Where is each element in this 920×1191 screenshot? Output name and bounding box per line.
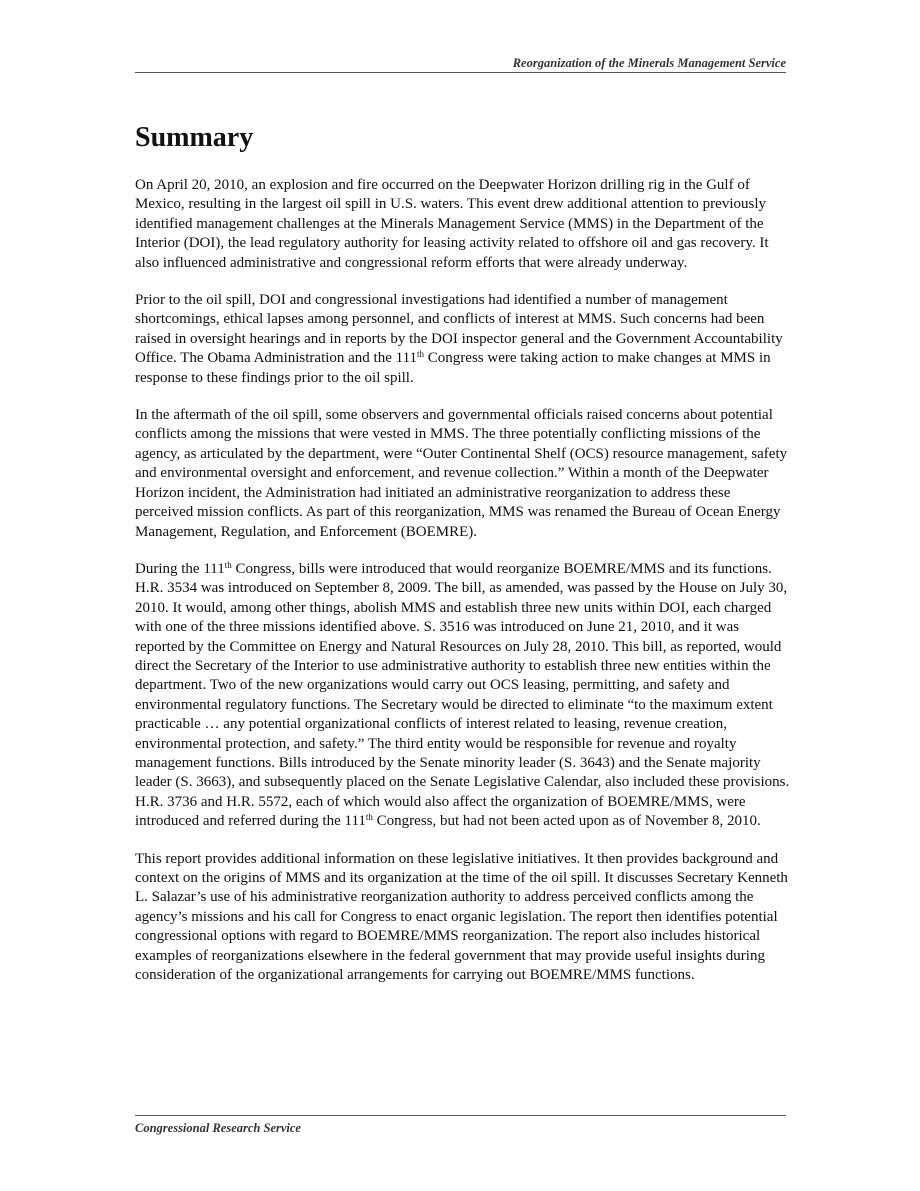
ordinal-superscript: th — [365, 812, 373, 823]
page-title: Summary — [135, 122, 254, 153]
paragraph-5: This report provides additional information on these legislative initiatives. It then provides background and context on the origins of MMS and its organization at the time of the oil spill. It discusses Secretary Kenneth L. Salazar’s use of his administrative reorganization authority to address perceived conflicts among the agency’s missions and his call for Congress to enact organic legislation. The report then identifies potential congressional options with regard to BOEMRE/MMS reorganization. The report also includes historical examples of reorganizations elsewhere in the federal government that may provide useful insights during consideration of the organizational arrangements for carrying out BOEMRE/MMS functions. — [135, 850, 788, 984]
footer-rule — [135, 1115, 786, 1116]
summary-body — [135, 176, 790, 1003]
paragraph-2-text-a: Prior to the oil spill, DOI and congressional investigations had identified a number of management shortcomings, ethical lapses among personnel, and conflicts of interest at MMS. Such concerns had been raised in oversight hearings and in reports by the DOI inspector general and the Government Accountability Office. The Obama Administration and the 111 — [135, 292, 783, 367]
paragraph-4-text-b: Congress, bills were introduced that would reorganize BOEMRE/MMS and its functions. H.R. 3534 was introduced on September 8, 2009. The bill, as amended, was passed by the House on July 30, 2010. It would, among other things, abolish MMS and establish three new units within DOI, each charged with one of the three missions identified above. S. 3516 was introduced on June 21, 2010, and it was reported by the Committee on Energy and Natural Resources on July 28, 2010. This bill, as reported, would direct the Secretary of the Interior to use administrative authority to establish three new entities within the department. Two of the new organizations would carry out OCS leasing, permitting, and safety and environmental regulatory functions. The Secretary would be directed to eliminate “to the maximum extent practicable … any potential organizational conflicts of interest related to leasing, revenue creation, environmental protection, and safety.” The third entity would be responsible for revenue and royalty management functions. Bills introduced by the Senate minority leader (S. 3643) and the Senate majority leader (S. 3663), and subsequently placed on the Senate Legislative Calendar, also included these provisions. H.R. 3736 and H.R. 5572, each of which would also affect the organization of BOEMRE/MMS, were introduced and referred during the 111 — [135, 560, 790, 830]
paragraph-4-text-a: During the 111 — [135, 560, 225, 577]
running-header: Reorganization of the Minerals Management Service — [512, 56, 786, 70]
running-footer: Congressional Research Service — [135, 1121, 301, 1135]
ordinal-superscript: th — [417, 349, 425, 360]
paragraph-2 — [135, 291, 790, 388]
paragraph-4-text-c: Congress, but had not been acted upon as of November 8, 2010. — [372, 813, 761, 830]
paragraph-4 — [135, 560, 790, 832]
paragraph-1: On April 20, 2010, an explosion and fire occurred on the Deepwater Horizon drilling rig in the Gulf of Mexico, resulting in the largest oil spill in U.S. waters. This event drew additional attention to previously identified management challenges at the Minerals Management Service (MMS) in the Department of the Interior (DOI), the lead regulatory authority for leasing activity related to offshore oil and gas recovery. It also influenced administrative and congressional reform efforts that were already underway. — [135, 177, 769, 271]
header-rule — [135, 72, 786, 73]
paragraph-3: In the aftermath of the oil spill, some observers and governmental officials raised concerns about potential conflicts among the missions that were vested in MMS. The three potentially conflicting missions of the agency, as articulated by the department, were “Outer Continental Shelf (OCS) resource management, safety and environmental oversight and enforcement, and revenue collection.” Within a month of the Deepwater Horizon incident, the Administration had initiated an administrative reorganization to address these perceived mission conflicts. As part of this reorganization, MMS was renamed the Bureau of Ocean Energy Management, Regulation, and Enforcement (BOEMRE). — [135, 407, 788, 540]
paragraph-2-text-b: Congress were taking action to make changes at MMS in response to these findings prior to the oil spill. — [135, 350, 771, 386]
ordinal-superscript: th — [224, 559, 232, 570]
